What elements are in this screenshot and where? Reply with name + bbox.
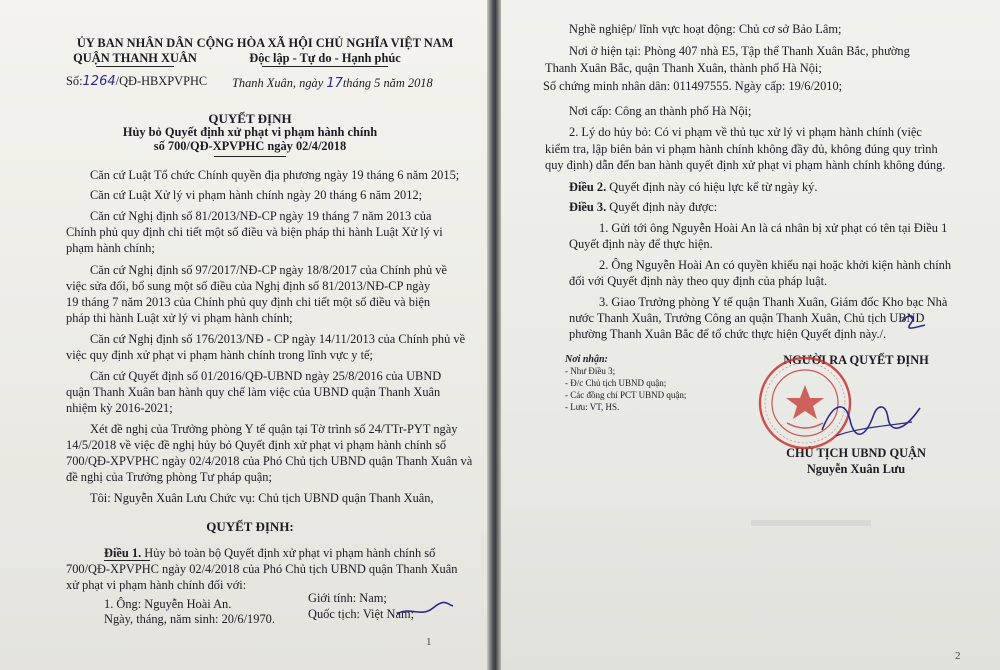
signer-name: Nguyễn Xuân Lưu [806, 462, 906, 476]
body-line: Xét đề nghị của Trưởng phòng Y tế quận tại Tờ trình số 24/TTr-PYT ngày [90, 422, 458, 436]
article-1-underline [104, 560, 150, 561]
signer-title: NGƯỜI RA QUYẾT ĐỊNH [783, 353, 929, 367]
org-line-2: QUẬN THANH XUÂN [73, 51, 197, 65]
doc-subtitle-line-1: Hủy bỏ Quyết định xử phạt vi phạm hành chính [122, 125, 378, 139]
article-2-label: Điều 2. [569, 180, 607, 194]
article-1-text: Hủy bỏ toàn bộ Quyết định xử phạt vi phạm hành chính số [141, 546, 436, 560]
article-1-line-1 [104, 546, 435, 561]
nation-line-1: CỘNG HÒA XÃ HỘI CHỦ NGHĨA VIỆT NAM [196, 36, 454, 50]
initial-scribble [899, 311, 929, 331]
body-line: 700/QĐ-XPVPHC ngày 02/4/2018 của Phó Chủ tịch UBND quận Thanh Xuân và [66, 454, 473, 468]
nation-line-2: Độc lập - Tự do - Hạnh phúc [249, 51, 401, 65]
body-line: Nơi cấp: Công an thành phố Hà Nội; [569, 104, 752, 118]
body-line: Căn cứ Quyết định số 01/2016/QĐ-UBND ngày 25/8/2016 của UBND [90, 369, 442, 383]
doc-number-handwritten: 1264 [82, 74, 116, 89]
person-dob: Ngày, tháng, năm sinh: 20/6/1970. [104, 612, 275, 626]
body-line: Căn cứ Luật Xử lý vi phạm hành chính ngày 20 tháng 6 năm 2012; [90, 188, 423, 202]
person-nationality: Quốc tịch: Việt Nam; [308, 607, 415, 621]
article-1-line-3: xử phạt vi phạm hành chính đối với: [66, 578, 247, 592]
recipients-title: Nơi nhận: [565, 354, 608, 365]
page-number: 1 [426, 636, 432, 648]
signer-role: CHỦ TỊCH UBND QUẬN [786, 446, 926, 460]
article-2-text: Quyết định này có hiệu lực kể từ ngày ký. [606, 180, 818, 194]
article-3-item: 3. Giao Trưởng phòng Y tế quận Thanh Xuân, Giám đốc Kho bạc Nhà [599, 295, 948, 309]
article-3-item: 1. Gửi tới ông Nguyễn Hoài An là cá nhân bị xử phạt có tên tại Điều 1 [599, 221, 948, 235]
body-line: 2. Lý do hủy bỏ: Có vi phạm về thủ tục xử lý vi phạm hành chính (việc [569, 125, 922, 139]
body-line: 19 tháng 7 năm 2013 của Chính phủ quy định chi tiết một số điều và biện [66, 295, 431, 309]
person-gender: Giới tính: Nam; [308, 591, 387, 605]
page-fold [487, 0, 501, 670]
article-3-text: Quyết định này được: [606, 200, 718, 214]
faint-mark [751, 520, 871, 526]
doc-title: QUYẾT ĐỊNH [208, 111, 292, 126]
doc-number-suffix: /QĐ-HBXPVPHC [115, 74, 208, 88]
doc-date [232, 76, 433, 91]
article-3-item: Quyết định này để thực hiện. [569, 237, 713, 251]
date-day-handwritten: 17 [326, 76, 343, 91]
nation-underline [262, 66, 388, 67]
body-line: việc quy định xử phạt vi phạm hành chính trong lĩnh vực y tế; [66, 348, 373, 362]
doc-number-prefix: Số: [66, 74, 83, 88]
body-line: việc sửa đổi, bổ sung một số điều của Nghị định số 81/2013/NĐ-CP ngày [66, 279, 431, 293]
title-underline [214, 156, 286, 157]
article-3-item: nước Thanh Xuân, Trưởng Công an quận Thanh Xuân, Chủ tịch UBND [569, 311, 925, 325]
decide-title: QUYẾT ĐỊNH: [206, 519, 294, 534]
body-line: phạm hành chính; [66, 241, 155, 255]
body-line: Thanh Xuân Bắc, quận Thanh Xuân, thành phố Hà Nội; [545, 61, 822, 75]
article-3 [569, 200, 717, 215]
body-line: Số chứng minh nhân dân: 011497555. Ngày cấp: 19/6/2010; [543, 79, 843, 93]
body-line: Nơi ở hiện tại: Phòng 407 nhà E5, Tập thể Thanh Xuân Bắc, phường [569, 44, 910, 58]
body-line: quận Thanh Xuân ban hành quy chế làm việc của UBND quận Thanh Xuân [66, 385, 441, 399]
recipient-item: - Các đồng chí PCT UBND quận; [565, 390, 687, 400]
recipient-item: - Đ/c Chủ tịch UBND quận; [565, 378, 667, 388]
article-3-item: đối với Quyết định này theo quy định của pháp luật. [569, 274, 828, 288]
document-page-2 [501, 0, 1000, 670]
article-3-item: 2. Ông Nguyễn Hoài An có quyền khiếu nại hoặc khởi kiện hành chính [599, 258, 952, 272]
body-line: Căn cứ Nghị định số 176/2013/NĐ - CP ngày 14/11/2013 của Chính phủ về [90, 332, 466, 346]
body-line: Căn cứ Nghị định số 81/2013/NĐ-CP ngày 19 tháng 7 năm 2013 của [90, 209, 432, 223]
body-line: nhiệm kỳ 2016-2021; [66, 401, 173, 415]
body-line: Căn cứ Nghị định số 97/2017/NĐ-CP ngày 18/8/2017 của Chính phủ về [90, 263, 447, 277]
body-line: quy định) dẫn đến ban hành quyết định xử phạt vi phạm hành chính không đúng. [545, 158, 946, 172]
body-line: Tôi: Nguyễn Xuân Lưu Chức vụ: Chủ tịch UBND quận Thanh Xuân, [90, 491, 434, 505]
body-line: đề nghị của Trưởng phòng Tư pháp quận; [66, 470, 272, 484]
body-line: kiểm tra, lập biên bản vi phạm hành chính không đầy đủ, không đúng quy trình [545, 142, 938, 156]
body-line: Chính phủ quy định chi tiết một số điều và biện pháp thi hành Luật Xử lý vi [66, 225, 443, 239]
person-name: 1. Ông: Nguyễn Hoài An. [104, 597, 232, 611]
initial-scribble [395, 598, 455, 620]
article-2 [569, 180, 817, 195]
article-1-line-2: 700/QĐ-XPVPHC ngày 02/4/2018 của Phó Chủ tịch UBND quận Thanh Xuân [66, 562, 458, 576]
body-line: pháp thi hành Luật xử lý vi phạm hành chính; [66, 311, 293, 325]
article-3-item: phường Thanh Xuân Bắc để tổ chức thực hiện Quyết định này./. [569, 327, 887, 341]
page-number: 2 [955, 650, 961, 662]
body-line: 14/5/2018 về việc đề nghị hủy bỏ Quyết định xử phạt vi phạm hành chính số [66, 438, 447, 452]
recipient-item: - Lưu: VT, HS. [565, 402, 620, 412]
document-page-1 [0, 0, 487, 670]
org-underline [96, 66, 174, 67]
article-1-label: Điều 1. [104, 546, 142, 560]
date-prefix: Thanh Xuân, ngày [232, 76, 327, 90]
body-line: Căn cứ Luật Tổ chức Chính quyền địa phương ngày 19 tháng 6 năm 2015; [90, 168, 460, 182]
signature [816, 390, 926, 450]
doc-subtitle-line-2: số 700/QĐ-XPVPHC ngày 02/4/2018 [153, 139, 347, 153]
recipient-item: - Như Điều 3; [565, 366, 616, 376]
body-line: Nghề nghiệp/ lĩnh vực hoạt động: Chủ cơ sở Bảo Lâm; [569, 22, 842, 36]
date-suffix: tháng 5 năm 2018 [342, 76, 433, 90]
article-3-label: Điều 3. [569, 200, 607, 214]
doc-number [66, 74, 207, 89]
org-line-1: ỦY BAN NHÂN DÂN [76, 36, 194, 50]
